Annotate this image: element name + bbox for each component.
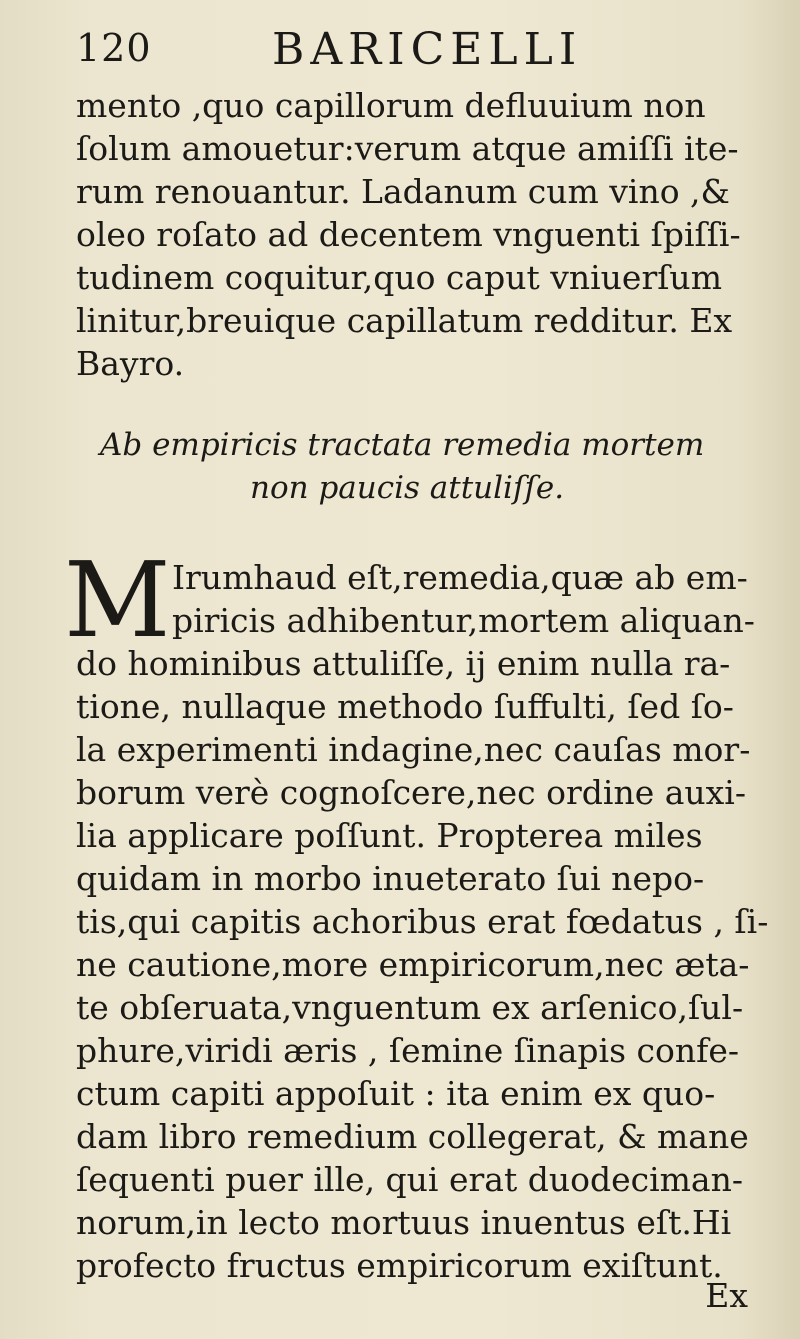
text-line: la experimenti indagine,nec cauſas mor- <box>76 730 751 769</box>
section-paragraph <box>64 539 769 1287</box>
page-header <box>40 24 760 75</box>
heading-line: non paucis attuliſſe. <box>250 470 565 506</box>
text-line: oleo roſato ad decentem vnguenti ſpiſſi- <box>76 215 741 254</box>
text-line: profecto fructus empiricorum exiſtunt. <box>76 1246 723 1285</box>
text-line: lia applicare poſſunt. Propterea miles <box>76 816 703 855</box>
text-line: Bayro. <box>76 344 185 383</box>
text-line: tis,qui capitis achoribus erat fœdatus , ſi- <box>76 902 769 941</box>
paragraph-continuation <box>76 84 746 385</box>
text-line: tione, nullaque methodo ſuffulti, ſed ſo- <box>76 687 734 726</box>
text-line: norum,in lecto mortuus inuentus eſt.Hi <box>76 1203 732 1242</box>
running-title: BARICELLI <box>272 24 583 75</box>
text-line: ctum capiti appoſuit : ita enim ex quo- <box>76 1074 716 1113</box>
text-line: ſequenti puer ille, qui erat duodeciman- <box>76 1160 744 1199</box>
text-line: borum verè cognoſcere,nec ordine auxi- <box>76 773 746 812</box>
catchword: Ex <box>705 1276 748 1315</box>
text-line: ſolum amouetur:verum atque amiſſi ite- <box>76 129 739 168</box>
text-line: piricis adhibentur,mortem aliquan- <box>172 601 755 640</box>
text-line: quidam in morbo inueterato ſui nepo- <box>76 859 705 898</box>
text-line: phure,viridi æris , ſemine ſinapis confe- <box>76 1031 740 1070</box>
text-line: Irumhaud eſt,remedia,quæ ab em- <box>172 558 748 597</box>
page-number: 120 <box>76 26 152 70</box>
text-line: dam libro remedium collegerat, & mane <box>76 1117 749 1156</box>
section-heading <box>100 424 740 510</box>
text-line: ne cautione,more empiricorum,nec æta- <box>76 945 750 984</box>
text-line: linitur,breuique capillatum redditur. Ex <box>76 301 733 340</box>
text-line: do hominibus attuliſſe, ij enim nulla ra- <box>76 644 731 683</box>
text-line: rum renouantur. Ladanum cum vino ,& <box>76 172 730 211</box>
text-line: tudinem coquitur,quo caput vniuerſum <box>76 258 722 297</box>
heading-line: Ab empiricis tractata remedia mortem <box>100 427 705 463</box>
text-line: te obſeruata,vnguentum ex arſenico,ſul- <box>76 988 744 1027</box>
text-line: mento ,quo capillorum defluuium non <box>76 86 706 125</box>
drop-cap: M <box>64 539 171 661</box>
